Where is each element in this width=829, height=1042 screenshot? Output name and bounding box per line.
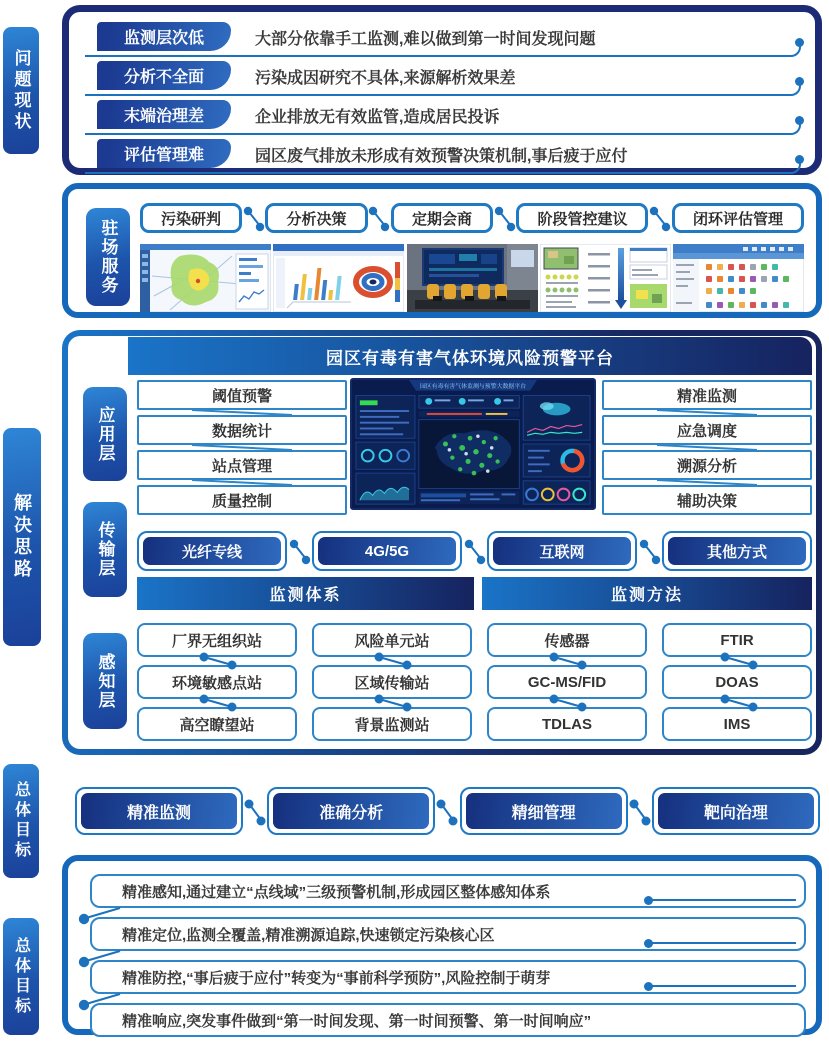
platform-dashboard-screenshot — [350, 378, 596, 510]
section-label-goal-details: 总体目标 — [3, 918, 39, 1035]
analysis-3d-chart-thumbnail — [273, 244, 404, 312]
goals-row — [75, 786, 820, 836]
perception-method: 传感器 — [487, 623, 647, 657]
transmission-row — [137, 529, 812, 573]
connector-line — [85, 42, 801, 57]
goal-item-label: 靶向治理 — [658, 793, 814, 829]
service-step: 闭环评估管理 — [672, 203, 804, 233]
transmission-item-label: 光纤专线 — [143, 537, 281, 565]
stage-control-report-thumbnail — [540, 244, 671, 312]
transmission-item — [487, 531, 637, 571]
perception-station: 风险单元站 — [312, 623, 472, 657]
transmission-item-label: 4G/5G — [318, 537, 456, 565]
section-label-solution: 解决思路 — [3, 428, 41, 646]
services-section — [62, 183, 822, 318]
application-function: 阈值预警 — [137, 380, 347, 410]
service-steps — [140, 200, 804, 236]
application-function: 数据统计 — [137, 415, 347, 445]
perception-method: IMS — [662, 707, 812, 741]
goal-detail-row — [90, 917, 806, 951]
transmission-item — [137, 531, 287, 571]
connector-dot — [795, 116, 804, 125]
connector-line — [648, 942, 796, 944]
service-step: 分析决策 — [265, 203, 367, 233]
link-connector-icon — [629, 792, 651, 830]
goal-item — [267, 787, 435, 835]
connector-line — [85, 81, 801, 96]
layer-label-perception: 感知层 — [83, 633, 127, 729]
problem-row — [97, 139, 801, 174]
perception-station: 环境敏感点站 — [137, 665, 297, 699]
meeting-room-photo-thumbnail — [407, 244, 538, 312]
application-function: 应急调度 — [602, 415, 812, 445]
dashboard-title: 园区有毒有害气体监测与预警大数据平台 — [419, 384, 527, 391]
problem-text: 污染成因研究不具体,来源解析效果差 — [255, 70, 516, 87]
connector-line — [85, 120, 801, 135]
link-connector-icon — [649, 201, 671, 235]
connector-dot — [795, 155, 804, 164]
goal-detail-text: 精准响应,突发事件做到“第一时间发现、第一时间预警、第一时间响应” — [122, 1012, 592, 1030]
goal-detail-row — [90, 1003, 806, 1037]
application-right-column — [602, 380, 812, 515]
problem-badge-label: 分析不全面 — [123, 69, 204, 86]
perception-station: 背景监测站 — [312, 707, 472, 741]
goal-detail-text: 精准定位,监测全覆盖,精准溯源追踪,快速锁定污染核心区 — [122, 926, 495, 944]
service-step: 污染研判 — [140, 203, 242, 233]
layer-label-application: 应用层 — [83, 387, 127, 481]
problem-row — [97, 61, 801, 96]
evaluation-dashboard-thumbnail — [673, 244, 804, 312]
goal-item — [75, 787, 243, 835]
section-label-problems: 问题现状 — [3, 27, 39, 154]
problem-text: 企业排放无有效监管,造成居民投诉 — [255, 109, 500, 126]
link-connector-icon — [289, 534, 311, 568]
link-connector-icon — [368, 201, 390, 235]
connector-line — [85, 159, 801, 174]
dashboard-art — [352, 380, 594, 508]
perception-method: FTIR — [662, 623, 812, 657]
connector-line — [648, 899, 796, 901]
service-step: 阶段管控建议 — [516, 203, 648, 233]
connector-dot — [644, 896, 653, 905]
goal-item — [652, 787, 820, 835]
application-function: 质量控制 — [137, 485, 347, 515]
perception-header-system: 监测体系 — [137, 577, 474, 610]
perception-station: 厂界无组织站 — [137, 623, 297, 657]
section-label-goals: 总体目标 — [3, 764, 39, 878]
goal-item-label: 精细管理 — [466, 793, 622, 829]
connector-dot — [795, 77, 804, 86]
application-left-column — [137, 380, 347, 515]
problems-section — [62, 5, 822, 175]
connector-dot — [795, 38, 804, 47]
goal-item-label: 准确分析 — [273, 793, 429, 829]
link-connector-icon — [243, 201, 265, 235]
transmission-item-label: 互联网 — [493, 537, 631, 565]
link-connector-icon — [244, 792, 266, 830]
problem-badge-label: 监测层次低 — [123, 30, 204, 47]
service-step: 定期会商 — [391, 203, 493, 233]
application-function: 精准监测 — [602, 380, 812, 410]
perception-station: 高空瞭望站 — [137, 707, 297, 741]
connector-dot — [644, 982, 653, 991]
pollution-heatmap-thumbnail — [140, 244, 271, 312]
section-label-services: 驻场服务 — [86, 208, 130, 306]
perception-method: TDLAS — [487, 707, 647, 741]
problem-text: 大部分依靠手工监测,难以做到第一时间发现问题 — [255, 31, 596, 48]
goal-item-label: 精准监测 — [81, 793, 237, 829]
transmission-item — [312, 531, 462, 571]
platform-title-bar: 园区有毒有害气体环境风险预警平台 — [128, 337, 812, 375]
goal-item — [460, 787, 628, 835]
solution-section — [62, 330, 822, 755]
application-function: 站点管理 — [137, 450, 347, 480]
perception-grid — [137, 623, 812, 741]
link-connector-icon — [639, 534, 661, 568]
application-function: 辅助决策 — [602, 485, 812, 515]
problem-row — [97, 100, 801, 135]
connector-dot — [644, 939, 653, 948]
connector-line — [648, 985, 796, 987]
perception-station: 区域传输站 — [312, 665, 472, 699]
service-thumbnails — [140, 244, 804, 312]
perception-method: GC-MS/FID — [487, 665, 647, 699]
layer-label-transmission: 传输层 — [83, 502, 127, 597]
perception-method: DOAS — [662, 665, 812, 699]
application-function: 溯源分析 — [602, 450, 812, 480]
problem-badge-label: 末端治理差 — [123, 108, 204, 125]
goal-details-section — [62, 855, 822, 1035]
problem-badge-label: 评估管理难 — [123, 147, 204, 164]
problem-text: 园区废气排放未形成有效预警决策机制,事后疲于应付 — [255, 148, 628, 165]
transmission-item-label: 其他方式 — [668, 537, 806, 565]
goal-detail-text: 精准防控,“事后疲于应付”转变为“事前科学预防”,风险控制于萌芽 — [122, 969, 551, 987]
problem-row — [97, 22, 801, 57]
perception-header-method: 监测方法 — [482, 577, 812, 610]
goal-detail-row — [90, 874, 806, 908]
transmission-item — [662, 531, 812, 571]
goal-detail-row — [90, 960, 806, 994]
goal-detail-text: 精准感知,通过建立“点线域”三级预警机制,形成园区整体感知体系 — [122, 883, 551, 901]
link-connector-icon — [494, 201, 516, 235]
link-connector-icon — [436, 792, 458, 830]
link-connector-icon — [464, 534, 486, 568]
